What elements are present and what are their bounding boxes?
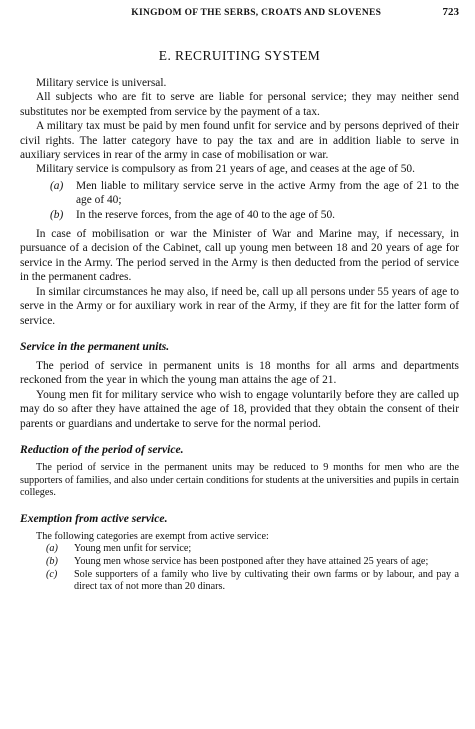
list-item — [46, 556, 459, 569]
running-header — [20, 6, 459, 26]
running-title: KINGDOM OF THE SERBS, CROATS AND SLOVENES — [131, 8, 382, 18]
paragraph: Young men fit for military service who wish to engage voluntarily before they are called up may do so after they have attained the age of 18, provided that they obtain the consent of their parents or guardians and undertake to serve for the normal period. — [20, 388, 459, 430]
paragraph: In similar circumstances he may also, if need be, call up all persons under 55 years of age to serve in the Army or for auxiliary work in rear of the Army, if they are fit for the latter form of service. — [20, 285, 459, 327]
subheading-exemption: Exemption from active service. — [20, 511, 168, 525]
service-age-list — [20, 179, 459, 222]
list-marker: (a) — [50, 179, 64, 192]
list-text: Young men unfit for service; — [74, 543, 192, 555]
page-number: 723 — [442, 6, 459, 18]
exemption-block — [20, 531, 459, 544]
section-title: E. RECRUITING SYSTEM — [158, 48, 321, 63]
reduction-block — [20, 462, 459, 500]
intro-block — [20, 76, 459, 177]
list-text: Young men whose service has been postponed after they have attained 25 years of age; — [74, 555, 429, 567]
list-item — [46, 543, 459, 556]
paragraph: Military service is universal. — [36, 77, 167, 89]
list-item — [50, 208, 459, 222]
paragraph: The period of service in permanent units is 18 months for all arms and departments reckoned from the year in which the young man attains the age of 21. — [20, 359, 459, 387]
list-text: Men liable to military service serve in the active Army from the age of 21 to the age of 40; — [76, 179, 459, 207]
paragraph: Military service is compulsory as from 21 years of age, and ceases at the age of 50. — [36, 163, 415, 176]
list-text: Sole supporters of a family who live by cultivating their own farms or by labour, and pay a direct tax of not more than 20 dinars. — [74, 568, 459, 593]
list-marker: (b) — [46, 555, 58, 567]
paragraph: The following categories are exempt from active service: — [36, 530, 269, 542]
paragraph: The period of service in the permanent units may be reduced to 9 months for men who are the supporters of families, and also under certain conditions for students at the universities and pupils in certain colleges. — [20, 461, 459, 499]
paragraph: A military tax must be paid by men found unfit for service and by persons deprived of their civil rights. The latter category have to pay the tax and are in addition liable to serve in auxiliary services in rear of the army in case of mobilisation or war. — [20, 120, 459, 162]
paragraph: All subjects who are fit to serve are liable for personal service; they may neither send substitutes nor be exempted from service by the payment of a tax. — [20, 91, 459, 118]
list-text: In the reserve forces, from the age of 40 to the age of 50. — [76, 208, 336, 221]
subheading-permanent: Service in the permanent units. — [20, 339, 170, 353]
exemption-list — [20, 543, 459, 593]
subheading-reduction: Reduction of the period of service. — [20, 442, 184, 456]
list-marker: (b) — [50, 208, 64, 221]
list-marker: (a) — [46, 543, 58, 555]
list-item — [50, 179, 459, 208]
list-marker: (c) — [46, 568, 58, 580]
list-item — [46, 569, 459, 594]
paragraph: In case of mobilisation or war the Minister of War and Marine may, if necessary, in pursuance of a decision of the Cabinet, call up young men between 18 and 20 years of age for service in the Army. The period served in the Army is then deducted from the period of service in the permanent cadres. — [20, 228, 459, 284]
mobilisation-block — [20, 227, 459, 328]
